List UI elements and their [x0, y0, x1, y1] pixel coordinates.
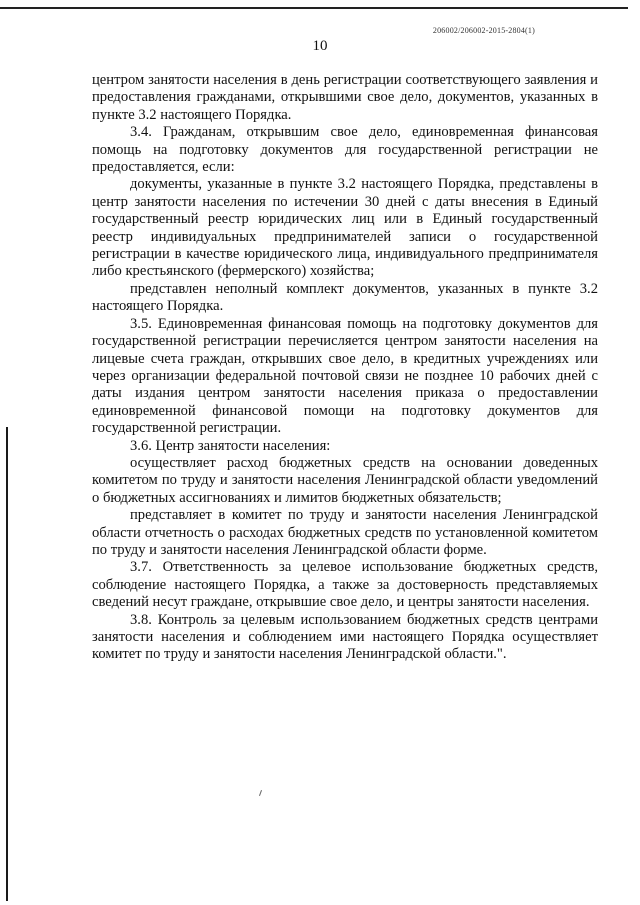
paragraph-3-4: 3.4. Гражданам, открывшим свое дело, единовременная финансовая помощь на подготовку документов для государственной регистрации не предоставляется, если:: [92, 124, 598, 176]
document-body: [92, 72, 598, 664]
paragraph-3-6-item-2: представляет в комитет по труду и занятости населения Ленинградской области отчетность о расходах бюджетных средств по установленной комитетом по труду и занятости населения Ленинградской области форме.: [92, 507, 598, 558]
paragraph-3-6: 3.6. Центр занятости населения:: [130, 437, 331, 454]
scan-speck: [259, 790, 262, 796]
paragraph-3-4-item-2: представлен неполный комплект документов, указанных в пункте 3.2 настоящего Порядка.: [92, 280, 598, 315]
paragraph-3-7: 3.7. Ответственность за целевое использование бюджетных средств, соблюдение настоящего Порядка, а также за достоверность представляемых сведений несут граждане, открывшие свое дело, и центры занятости населения.: [92, 559, 598, 611]
paragraph-continuation: центром занятости населения в день регистрации соответствующего заявления и предоставления гражданами, открывшими свое дело, документов, указанных в пункте 3.2 настоящего Порядка.: [92, 72, 598, 123]
paragraph-3-4-item-1: документы, указанные в пункте 3.2 настоящего Порядка, представлены в центр занятости населения по истечении 30 дней с даты внесения в Единый государственный реестр юридических лиц или в Единый государственный реестр индивидуальных предпринимателей записи о государственной регистрации в качестве юридического лица, индивидуального предпринимателя либо крестьянского (фермерского) хозяйства;: [92, 176, 598, 280]
paragraph-3-8: 3.8. Контроль за целевым использованием бюджетных средств центрами занятости населения и соблюдением ими настоящего Порядка осуществляет комитет по труду и занятости населения Ленинградской области.".: [92, 611, 598, 663]
paragraph-3-6-item-1: осуществляет расход бюджетных средств на основании доведенных комитетом по труду и занятости населения Ленинградской области уведомлений о бюджетных ассигнованиях и лимитов бюджетных обязательств;: [92, 454, 598, 506]
document-id: 206002/206002-2015-2804(1): [432, 26, 535, 35]
scan-edge-mark: [6, 427, 8, 901]
page-number: 10: [312, 38, 328, 54]
paragraph-3-5: 3.5. Единовременная финансовая помощь на подготовку документов для государственной регистрации перечисляется центром занятости населения на лицевые счета граждан, открывших свое дело, в кредитных учреждениях или через организации федеральной почтовой связи не позднее 10 рабочих дней с даты издания центром занятости населения приказа о предоставлении единовременной финансовой помощи на подготовку документов для государственной регистрации.: [92, 315, 598, 437]
top-border-line: [0, 7, 628, 9]
